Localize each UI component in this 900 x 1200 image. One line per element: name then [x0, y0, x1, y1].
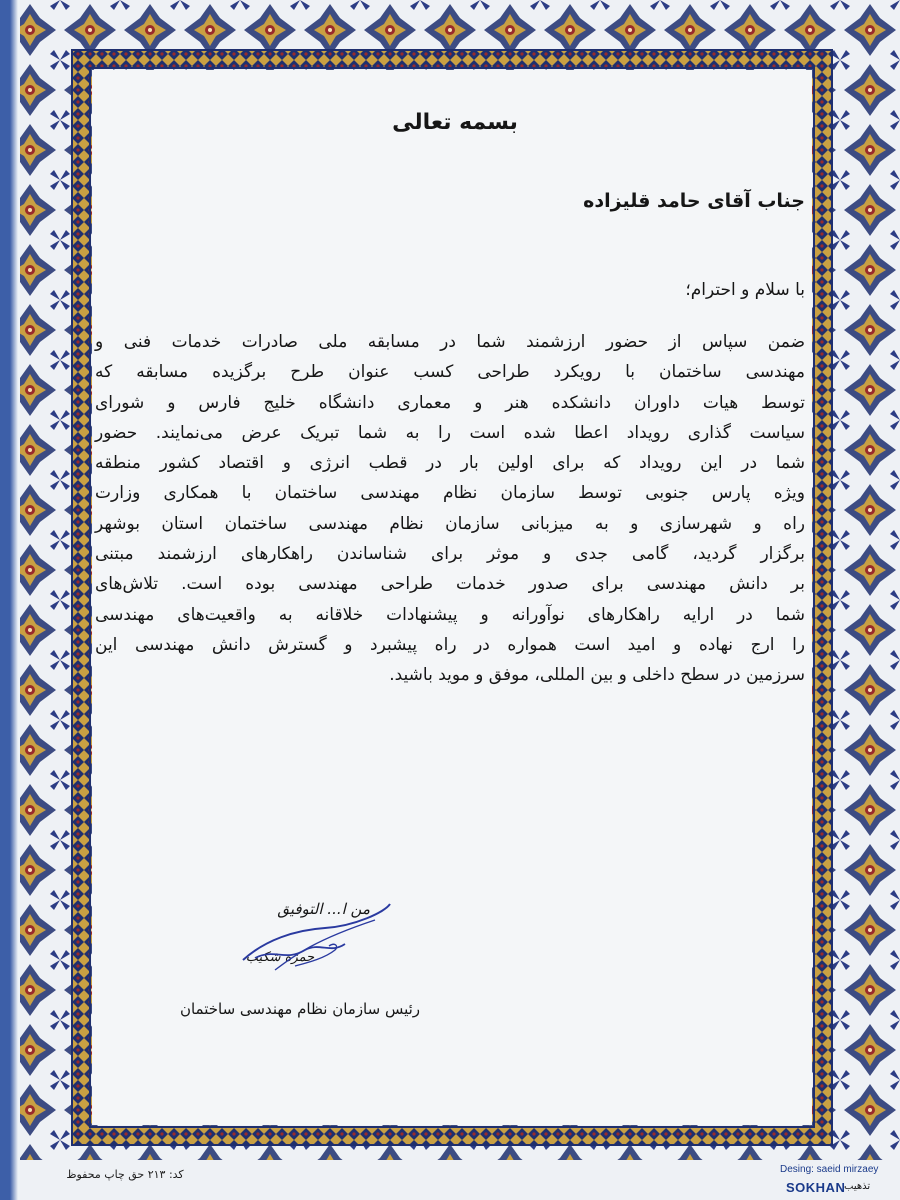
body-line: شما در ارایه راهکارهای نوآورانه و پیشنهادات خلاقانه به واقعیت‌های مهندسی: [95, 604, 805, 625]
body-line: را ارج نهاده و امید است همواره در راه پیشبرد و گسترش دانش مهندسی این: [95, 634, 805, 655]
body-line: بر دانش مهندسی برای صدور خدمات طراحی مهندسی بوده است. تلاش‌های: [95, 574, 805, 595]
signer-name: حمزه شکیب: [245, 950, 315, 965]
signature-mark: [235, 900, 395, 980]
body-line: ویژه پارس جنوبی توسط سازمان نظام مهندسی ساختمان با همکاری وزارت: [95, 483, 805, 504]
body-line: راه و شهرسازی و به میزبانی سازمان نظام مهندسی ساختمان استان بوشهر: [95, 513, 805, 534]
designer-credit: Desing: saeid mirzaey: [780, 1164, 879, 1175]
letter-body: [95, 330, 805, 694]
footer-brand: [780, 1164, 900, 1198]
footer-code: کد: ۲۱۳ حق چاپ محفوظ: [66, 1168, 184, 1181]
greeting: با سلام و احترام؛: [685, 280, 805, 300]
body-line: توسط هیات داوران دانشکده هنر و معماری دانشگاه خلیج فارس و شورای: [95, 392, 805, 413]
body-line: سرزمین در سطح داخلی و بین المللی، موفق و موید باشید.: [389, 665, 805, 686]
body-line: سیاست گذاری رویداد اعطا شده است را به شما تبریک عرض می‌نمایند. حضور: [95, 422, 805, 443]
document-title: بسمه تعالی: [392, 110, 518, 135]
body-line: شما در این رویداد که برای اولین بار در قطب انرژی و اقتصاد کشور منطقه: [95, 453, 805, 474]
brand-logo: SOKHAN: [786, 1180, 846, 1195]
tazhib-label: تذهیب: [844, 1181, 871, 1192]
body-line: برگزار گردید، گامی جدی و موثر برای شناساندن راهکارهای ارزشمند مبتنی: [95, 544, 805, 565]
body-line: مهندسی ساختمان با رویکرد طراحی کسب عنوان طرح برگزیده مسابقه که: [95, 362, 805, 383]
body-line: ضمن سپاس از حضور ارزشمند شما در مسابقه ملی صادرات خدمات فنی و: [95, 332, 805, 352]
signer-title: رئیس سازمان نظام مهندسی ساختمان: [179, 1000, 421, 1018]
closing-phrase: من ا... التوفیق: [277, 900, 370, 918]
recipient-name: جناب آقای حامد قلیزاده: [583, 190, 805, 212]
